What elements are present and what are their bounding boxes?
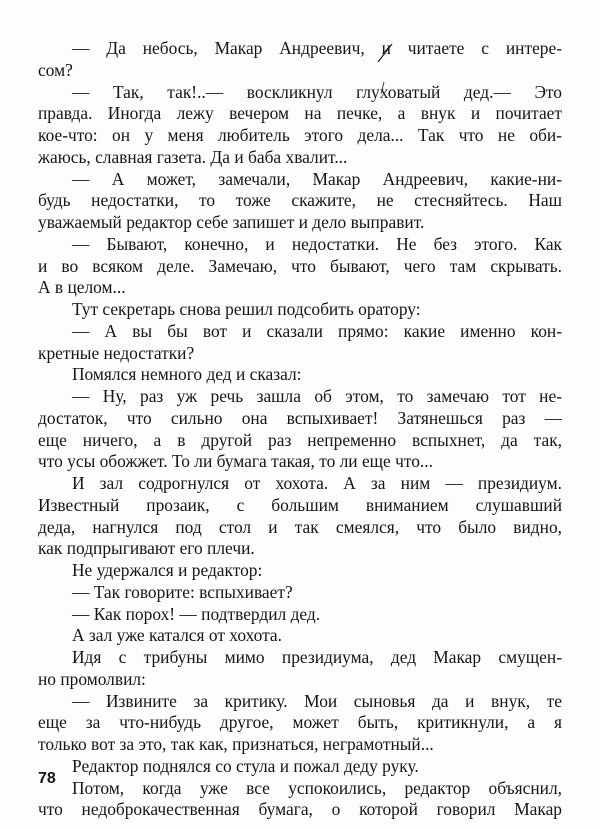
page-number: 78	[38, 770, 56, 787]
text-line: и во всяком деле. Замечаю, что бывают, чего там скрывать.	[38, 255, 562, 276]
text-line: — А вы бы вот и сказали прямо: какие именно кон-	[72, 320, 562, 341]
text-line: только вот за это, так как, признаться, неграмотный...	[38, 734, 434, 754]
text-line: — Бывают, конечно, и недостатки. Не без этого. Как	[72, 233, 562, 254]
text-line: жаюсь, славная газета. Да и баба хвалит...	[38, 146, 348, 167]
text-line: еще ничего, а в другой раз непременно вспыхнет, да так,	[38, 429, 562, 450]
text-line: что усы обожжет. То ли бумага такая, то ли еще что...	[38, 451, 433, 472]
text-line: правда. Иногда лежу вечером на печке, а внук и почитает	[38, 103, 562, 124]
text-line: сом?	[38, 59, 73, 80]
text-line: — А может, замечали, Макар Андреевич, какие-ни-	[72, 168, 562, 189]
text-line: Не удержался и редактор:	[72, 560, 263, 580]
text-line: что недоброкачественная бумага, о которой говорил Макар	[38, 799, 562, 820]
text-line: как подпрыгивают его плечи.	[38, 538, 255, 559]
text-line: — Ну, раз уж речь зашла об этом, то замечаю тот не-	[72, 386, 562, 406]
text-line: будь недостатки, то тоже скажите, не стесняйтесь. Наш	[38, 190, 562, 211]
text-line: кретные недостатки?	[38, 342, 195, 363]
text-line: Тут секретарь снова решил подсобить оратору:	[72, 299, 421, 319]
text-line: достаток, что сильно она вспыхивает! Затянешься раз —	[38, 407, 562, 428]
text-line: — Да небось, Макар Андреевич, и читаете с интере-	[72, 38, 562, 58]
text-line: кое-что: он у меня любитель этого дела... Так что не оби-	[38, 125, 562, 145]
text-line: еще за что-нибудь другое, может быть, критикнули, а я	[38, 712, 562, 733]
text-line: но промолвил:	[38, 668, 146, 689]
text-line: Идя с трибуны мимо президиума, дед Макар смущен-	[72, 647, 562, 667]
text-line: — Как порох! — подтвердил дед.	[72, 603, 321, 624]
text-line: — Так, так!..— воскликнул глуховатый дед.— Это	[72, 81, 562, 102]
body-text	[38, 38, 562, 821]
text-line: — Извините за критику. Мои сыновья да и внук, те	[72, 690, 562, 711]
text-line: — Так говорите: вспыхивает?	[72, 581, 293, 602]
text-line: Известный прозаик, с большим вниманием слушавший	[38, 494, 562, 515]
text-line: Потом, когда уже все успокоились, редактор объяснил,	[72, 777, 562, 798]
text-line: И зал содрогнулся от хохота. А за ним — президиум.	[72, 473, 562, 493]
text-line: Редактор поднялся со стула и пожал деду руку.	[72, 755, 419, 776]
handwritten-pen-mark	[372, 42, 396, 106]
text-line: уважаемый редактор себе запишет и дело выправит.	[38, 212, 425, 232]
text-line: Помялся немного дед и сказал:	[72, 364, 302, 385]
text-line: А зал уже катался от хохота.	[72, 625, 282, 646]
text-line: А в целом...	[38, 277, 126, 298]
text-line: деда, нагнулся под стол и так смеялся, что было видно,	[38, 516, 562, 537]
